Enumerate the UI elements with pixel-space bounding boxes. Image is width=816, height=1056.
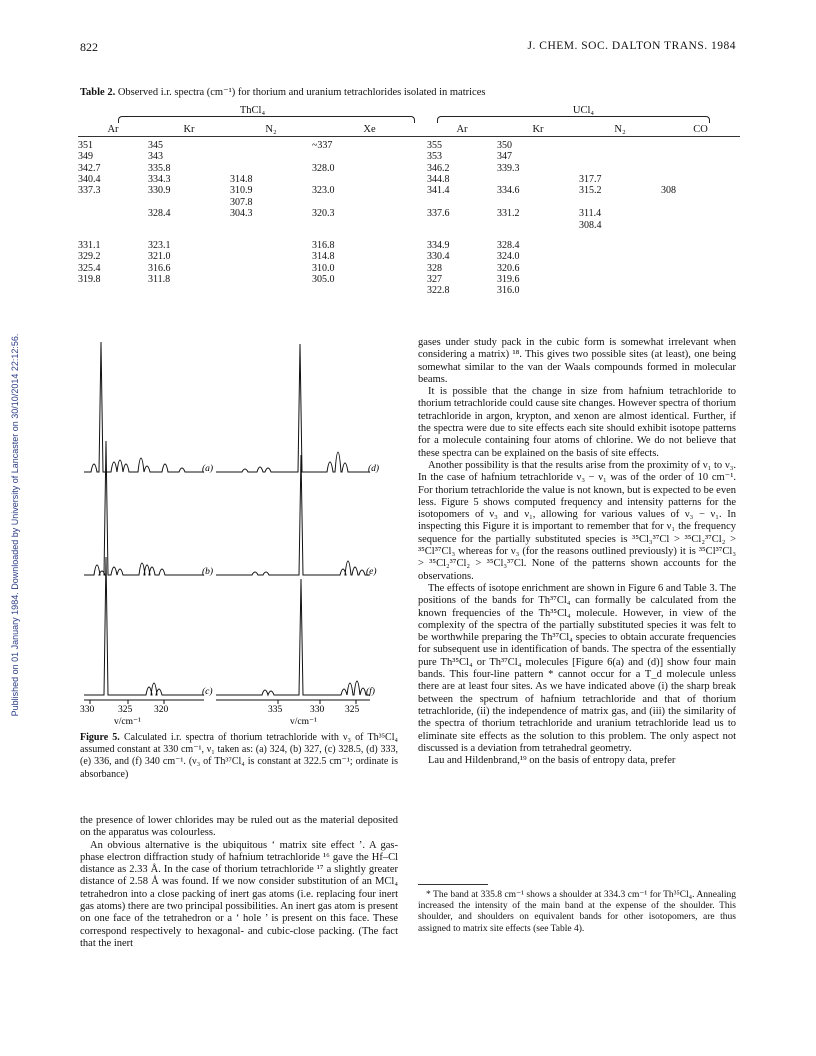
table-cell bbox=[78, 220, 148, 231]
table-row bbox=[78, 174, 740, 185]
table-cell: 316.8 bbox=[312, 239, 335, 251]
left-tick-330: 330 bbox=[80, 705, 95, 715]
table-cell: 334.9 bbox=[427, 239, 450, 251]
table-cell bbox=[148, 285, 230, 296]
table-cell: 334.3 bbox=[148, 173, 171, 185]
table-cell: 344.8 bbox=[427, 173, 450, 185]
table-cell bbox=[78, 285, 148, 296]
table-cell: 304.3 bbox=[230, 208, 253, 220]
table-cell: 321.0 bbox=[148, 251, 171, 263]
left-text-column bbox=[80, 815, 398, 950]
table-cell: 347 bbox=[497, 151, 512, 163]
table-cell bbox=[661, 174, 740, 185]
table-row bbox=[78, 251, 740, 262]
table-cell: 327 bbox=[427, 274, 442, 286]
table-cell: 334.6 bbox=[497, 185, 520, 197]
table-cell bbox=[661, 140, 740, 151]
table-cell: 305.0 bbox=[312, 274, 335, 286]
table-row bbox=[78, 185, 740, 196]
table-row bbox=[78, 220, 740, 231]
table-cell bbox=[148, 220, 230, 231]
column-header: Ar bbox=[78, 124, 148, 136]
table-cell: 311.4 bbox=[579, 208, 602, 220]
right-text-column bbox=[418, 337, 736, 767]
table-cell: 311.8 bbox=[148, 274, 171, 286]
table-cell: 349 bbox=[78, 151, 93, 163]
table-cell bbox=[230, 274, 312, 285]
table-cell bbox=[230, 251, 312, 262]
table-cell: 337.3 bbox=[78, 185, 101, 197]
table-cell bbox=[230, 285, 312, 296]
table-row bbox=[78, 197, 740, 208]
table-cell: 308 bbox=[661, 185, 676, 197]
figure-caption-text: Calculated i.r. spectra of thorium tetrachloride with ν₃ of Th³⁵Cl₄ assumed constant at 330 cm⁻¹, ν₁ taken as: (a) 324, (b) 327, (c) 328.5, (d) 333, (e) 336, and (f) 340 cm⁻¹. (ν₃ of Th³⁷Cl₄ is constant at 322.5 cm⁻¹; ordinate is absorbance) bbox=[80, 732, 398, 780]
right-tick-335: 335 bbox=[268, 705, 283, 715]
table-cell bbox=[579, 197, 661, 208]
right-axis-unit: v/cm⁻¹ bbox=[290, 717, 317, 727]
journal-header: J. CHEM. SOC. DALTON TRANS. 1984 bbox=[527, 40, 736, 52]
spectrum-label-d: (d) bbox=[368, 464, 380, 474]
figure-label: Figure 5. bbox=[80, 732, 120, 743]
table-cell: ~337 bbox=[312, 139, 333, 151]
table-cell: 330.4 bbox=[427, 251, 450, 263]
table-cell: 319.8 bbox=[78, 274, 101, 286]
table-cell bbox=[579, 274, 661, 285]
table-cell: 345 bbox=[148, 139, 163, 151]
left-tick-325: 325 bbox=[118, 705, 133, 715]
table-cell: 350 bbox=[497, 139, 512, 151]
table-cell: 328.4 bbox=[497, 239, 520, 251]
table-cell: 308.4 bbox=[579, 219, 602, 231]
table-cell: 317.7 bbox=[579, 173, 602, 185]
table-cell: 315.2 bbox=[579, 185, 602, 197]
table-cell: 355 bbox=[427, 139, 442, 151]
table-cell: 339.3 bbox=[497, 162, 520, 174]
table-cell bbox=[312, 197, 427, 208]
table-cell bbox=[230, 263, 312, 274]
table-row bbox=[78, 231, 740, 251]
publication-sidebar-note: Published on 01 January 1984. Downloaded by University of Lancaster on 30/10/2014 22:12:56. bbox=[10, 333, 20, 717]
table-cell bbox=[661, 151, 740, 162]
left-axis-unit: v/cm⁻¹ bbox=[114, 717, 141, 727]
table-cell: 319.6 bbox=[497, 274, 520, 286]
table-cell bbox=[579, 231, 661, 251]
table-cell bbox=[312, 220, 427, 231]
table-row bbox=[78, 208, 740, 219]
table-cell bbox=[661, 274, 740, 285]
group-brace-thcl4 bbox=[118, 116, 415, 123]
figure-caption bbox=[80, 732, 398, 781]
column-header: CO bbox=[661, 124, 740, 136]
table-cell: 341.4 bbox=[427, 185, 450, 197]
group-header-ucl4: UCl₄ bbox=[572, 105, 595, 116]
spectrum-trace-c bbox=[84, 557, 204, 695]
spectrum-trace-a bbox=[84, 342, 204, 472]
spectrum-label-e: (e) bbox=[366, 567, 377, 577]
table-cell: 331.2 bbox=[497, 208, 520, 220]
group-brace-ucl4 bbox=[437, 116, 710, 123]
table-cell: 335.8 bbox=[148, 162, 171, 174]
table-row bbox=[78, 285, 740, 296]
paragraph: The effects of isotope enrichment are shown in Figure 6 and Table 3. The positions of the bands for Th³⁷Cl₄ can formally be calculated from the known frequencies of the Th³⁵Cl₄ molecule. However, in view of the complexity of the spectra of the partially substituted species it was felt to be worthwhile preparing the Th³⁷Cl₄ species to obtain accurate frequencies for subsequent use in identification of bands. The spectra of the essentially pure Th³⁵Cl₄ or Th³⁷Cl₄ molecules [Figure 6(a) and (d)] show four main bands. This four-line pattern * cannot occur for a T_d molecule unless there are at least four sites. As we have indicated above (i) the sharp break between the spectrum of hafnium tetrachloride and that of thorium tetrachloride, (ii) the independence of matrix gas, and (iii) the similarity of the spectra of thorium tetrachloride and uranium tetrachloride lead us to eliminate site effects as the solution to this problem. The only aspect not discussed is a deviation from tetrahedral geometry. bbox=[418, 582, 736, 754]
paragraph: It is possible that the change in size from hafnium tetrachloride to thorium tetrachloride could cause site changes. However spectra of thorium tetrachloride in argon, krypton, and xenon are almost identical. Further, if the spectra were due to site effects each site should exhibit isotope patterns for a molecule containing four atoms of chlorine. We do not believe that these spectra can be explained on the basis of site effects. bbox=[418, 386, 736, 459]
column-header: N₂ bbox=[230, 124, 312, 136]
table-cell bbox=[579, 163, 661, 174]
table-cell: 310.9 bbox=[230, 185, 253, 197]
table-cell bbox=[312, 151, 427, 162]
table-cell: 328 bbox=[427, 262, 442, 274]
table-cell bbox=[230, 231, 312, 251]
table-cell bbox=[579, 151, 661, 162]
table-cell bbox=[497, 174, 579, 185]
table-cell: 328.0 bbox=[312, 162, 335, 174]
table-cell bbox=[312, 174, 427, 185]
table-cell: 329.2 bbox=[78, 251, 101, 263]
right-tick-325: 325 bbox=[345, 705, 360, 715]
table-cell: 331.1 bbox=[78, 239, 101, 251]
table-row bbox=[78, 263, 740, 274]
table-cell: 310.0 bbox=[312, 262, 335, 274]
column-header: Kr bbox=[148, 124, 230, 136]
table-cell bbox=[230, 220, 312, 231]
table-cell bbox=[427, 220, 497, 231]
table-caption-text: Observed i.r. spectra (cm⁻¹) for thorium and uranium tetrachlorides isolated in matrices bbox=[117, 87, 486, 98]
spectrum-trace-f bbox=[216, 579, 370, 695]
table-row bbox=[78, 274, 740, 285]
table-caption bbox=[80, 86, 485, 98]
footnote bbox=[418, 890, 736, 935]
table-cell: 320.3 bbox=[312, 208, 335, 220]
table-cell: 307.8 bbox=[230, 196, 253, 208]
data-table bbox=[78, 105, 740, 297]
table-cell bbox=[579, 285, 661, 296]
figure-5-spectra bbox=[80, 340, 410, 732]
table-cell: 316.0 bbox=[497, 285, 520, 297]
paragraph: Lau and Hildenbrand,¹⁹ on the basis of entropy data, prefer bbox=[428, 755, 676, 767]
table-cell bbox=[661, 263, 740, 274]
table-cell: 314.8 bbox=[230, 173, 253, 185]
spectrum-trace-b bbox=[84, 441, 204, 575]
page-number: 822 bbox=[80, 40, 98, 54]
table-cell: 314.8 bbox=[312, 251, 335, 263]
table-row bbox=[78, 151, 740, 162]
column-header: Xe bbox=[312, 124, 427, 136]
table-cell bbox=[579, 140, 661, 151]
table-cell bbox=[230, 140, 312, 151]
table-cell bbox=[661, 220, 740, 231]
table-cell bbox=[148, 197, 230, 208]
left-tick-320: 320 bbox=[154, 705, 169, 715]
table-cell bbox=[230, 151, 312, 162]
paragraph: Another possibility is that the results arise from the proximity of ν₁ to ν₃. In the case of hafnium tetrachloride ν₃ − ν₁ was of the order of 10 cm⁻¹. For thorium tetrachloride the value is not known, but is expected to be even less. Figure 5 shows computed frequency and intensity patterns for the isotopomers of ν₃ and ν₁, allowing for various values of ν₃ − ν₁. In inspecting this Figure it is important to remember that for ν₁ the frequency sequence for the partially substituted species is ³⁵Cl₃³⁷Cl > ³⁵Cl₂³⁷Cl₂ > ³⁵Cl³⁷Cl₃ whereas for ν₃ (for the reasons outlined previously) it is ³⁵Cl³⁷Cl₃ > ³⁵Cl₂³⁷Cl₂ > ³⁵Cl₃³⁷Cl. None of the patterns shown accounts for the observations. bbox=[418, 459, 736, 582]
paragraph: the presence of lower chlorides may be ruled out as the material deposited on the apparatus was colourless. bbox=[80, 815, 398, 839]
spectrum-trace-e bbox=[216, 455, 370, 575]
table-cell: 337.6 bbox=[427, 208, 450, 220]
paragraph: gases under study pack in the cubic form is somewhat irrelevant when considering a matrix) ¹⁸. This gives two possible sites (at least), one being somewhat similar to the van der Waals compounds formed in molecular beams. bbox=[418, 337, 736, 385]
column-header: Kr bbox=[497, 124, 579, 136]
table-cell: 346.2 bbox=[427, 162, 450, 174]
table-cell bbox=[661, 163, 740, 174]
table-cell: 323.1 bbox=[148, 239, 171, 251]
table-row bbox=[78, 140, 740, 151]
table-cell bbox=[78, 197, 148, 208]
column-header: Ar bbox=[427, 124, 497, 136]
table-cell: 324.0 bbox=[497, 251, 520, 263]
table-cell: 351 bbox=[78, 139, 93, 151]
table-cell: 316.6 bbox=[148, 262, 171, 274]
table-cell bbox=[661, 208, 740, 219]
table-cell bbox=[661, 231, 740, 251]
table-cell: 325.4 bbox=[78, 262, 101, 274]
table-cell: 323.0 bbox=[312, 185, 335, 197]
table-cell bbox=[497, 220, 579, 231]
table-cell: 343 bbox=[148, 151, 163, 163]
table-cell bbox=[661, 251, 740, 262]
table-cell bbox=[497, 197, 579, 208]
table-cell bbox=[661, 285, 740, 296]
paragraph: An obvious alternative is the ubiquitous ‘ matrix site effect ’. A gas-phase electron diffraction study of hafnium tetrachloride ¹⁶ gave the Hf–Cl distance as 2.33 Å. In the case of thorium tetrachloride ¹⁷ a slightly greater distance of 2.58 Å was found. If we now consider substitution of an MCl₄ tetrahedron into a close packing of inert gas atoms (i.e. replacing four inert gas atoms) there are two principal possibilities. An inert gas atom is present on one face of the tetrahedron or a ‘ hole ’ is present on this face. These correspond respectively to hexagonal- and cubic-close packing. (The fact that the inert bbox=[80, 839, 398, 949]
table-cell bbox=[579, 263, 661, 274]
table-cell bbox=[579, 251, 661, 262]
footnote-rule bbox=[418, 884, 488, 885]
spectrum-label-b: (b) bbox=[202, 567, 214, 577]
table-cell bbox=[661, 197, 740, 208]
spectrum-trace-d bbox=[216, 344, 370, 472]
table-label: Table 2. bbox=[80, 87, 116, 98]
table-cell: 320.6 bbox=[497, 262, 520, 274]
table-cell bbox=[312, 285, 427, 296]
group-header-thcl4: ThCl₄ bbox=[239, 105, 266, 116]
table-cell: 342.7 bbox=[78, 162, 101, 174]
column-header: N₂ bbox=[579, 124, 661, 136]
footnote-text: * The band at 335.8 cm⁻¹ shows a shoulder at 334.3 cm⁻¹ for Th³⁵Cl₄. Annealing increased the intensity of the main band at the expense of the shoulder. This shoulder, and shoulders on equivalent bands for other isotopomers, are thus assigned to matrix site effects (see Table 4). bbox=[418, 890, 736, 934]
spectrum-label-a: (a) bbox=[202, 464, 214, 474]
table-cell bbox=[427, 197, 497, 208]
spectrum-label-f: (f) bbox=[366, 687, 375, 697]
table-cell: 353 bbox=[427, 151, 442, 163]
right-tick-330: 330 bbox=[310, 705, 325, 715]
table-row bbox=[78, 163, 740, 174]
table-cell bbox=[230, 163, 312, 174]
table-cell: 330.9 bbox=[148, 185, 171, 197]
table-cell: 322.8 bbox=[427, 285, 450, 297]
spectrum-label-c: (c) bbox=[202, 687, 213, 697]
table-cell: 328.4 bbox=[148, 208, 171, 220]
table-cell bbox=[78, 208, 148, 219]
table-cell: 340.4 bbox=[78, 173, 101, 185]
